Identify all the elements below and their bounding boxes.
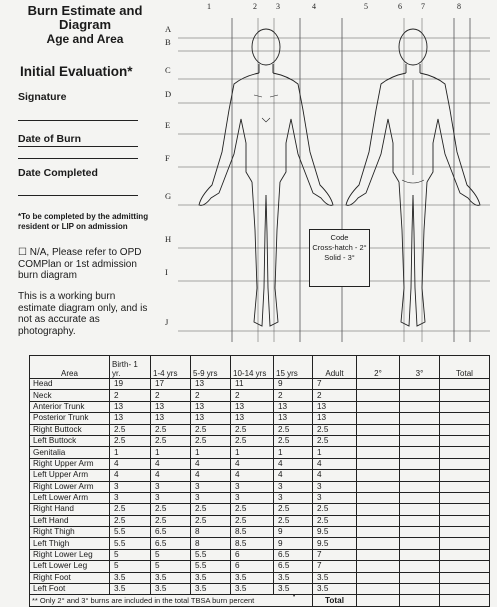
percent-cell: 13 <box>274 413 313 424</box>
area-name-cell: Anterior Trunk <box>30 401 110 412</box>
second-degree-input-cell[interactable] <box>357 549 400 560</box>
percent-cell: 3.5 <box>313 584 357 595</box>
percent-cell: 3 <box>191 481 231 492</box>
total-input-cell[interactable] <box>440 504 490 515</box>
area-name-cell: Left Lower Arm <box>30 492 110 503</box>
table-footer-row <box>30 595 490 606</box>
percent-cell: 19 <box>110 379 151 390</box>
area-name-cell: Neck <box>30 390 110 401</box>
percent-cell: 3.5 <box>110 572 151 583</box>
percent-cell: 6.5 <box>274 561 313 572</box>
table-row <box>30 401 490 412</box>
percent-cell: 2.5 <box>110 515 151 526</box>
percent-cell: 7 <box>313 561 357 572</box>
percent-cell: 2.5 <box>274 504 313 515</box>
percent-cell: 3.5 <box>151 572 191 583</box>
percent-cell: 3.5 <box>231 584 274 595</box>
second-degree-input-cell[interactable] <box>357 561 400 572</box>
percent-cell: 3 <box>231 492 274 503</box>
area-name-cell: Left Buttock <box>30 435 110 446</box>
table-row <box>30 572 490 583</box>
percent-cell: 2.5 <box>110 424 151 435</box>
row-label-b: B <box>165 37 171 47</box>
area-name-cell: Left Foot <box>30 584 110 595</box>
percent-cell: 2 <box>231 390 274 401</box>
third-degree-input-cell[interactable] <box>400 390 440 401</box>
page-mark: • <box>293 594 296 600</box>
third-degree-input-cell[interactable] <box>400 470 440 481</box>
percent-cell: 6 <box>231 549 274 560</box>
percent-cell: 2.5 <box>151 504 191 515</box>
second-degree-input-cell[interactable] <box>357 401 400 412</box>
column-header: 5-9 yrs <box>191 356 231 379</box>
row-label-c: C <box>165 65 171 75</box>
column-label-3: 3 <box>276 2 280 11</box>
percent-cell: 13 <box>191 413 231 424</box>
percent-cell: 5.5 <box>191 549 231 560</box>
total-input-cell[interactable] <box>440 424 490 435</box>
code-legend-solid: Solid - 3° <box>324 253 355 262</box>
table-row <box>30 538 490 549</box>
date-completed-label: Date Completed <box>18 167 98 179</box>
percent-cell: 5 <box>151 561 191 572</box>
area-name-cell: Left Hand <box>30 515 110 526</box>
table-row <box>30 561 490 572</box>
column-labels <box>207 2 461 11</box>
area-name-cell: Left Thigh <box>30 538 110 549</box>
percent-cell: 13 <box>151 413 191 424</box>
percent-cell: 8.5 <box>231 538 274 549</box>
percent-cell: 13 <box>110 413 151 424</box>
second-degree-input-cell[interactable] <box>357 424 400 435</box>
percent-cell: 2.5 <box>313 504 357 515</box>
total-input-cell[interactable] <box>440 572 490 583</box>
column-header: 2° <box>357 356 400 379</box>
percent-cell: 9 <box>274 538 313 549</box>
percent-cell: 3.5 <box>151 584 191 595</box>
code-legend-box <box>309 229 370 287</box>
percent-cell: 2.5 <box>313 424 357 435</box>
percent-cell: 1 <box>110 447 151 458</box>
second-degree-input-cell[interactable] <box>357 504 400 515</box>
grand-total-cell[interactable] <box>440 595 490 606</box>
table-header-row <box>30 356 490 379</box>
second-degree-input-cell[interactable] <box>357 584 400 595</box>
footer-total-label: Total <box>313 595 357 606</box>
row-label-i: I <box>165 267 168 277</box>
total-input-cell[interactable] <box>440 470 490 481</box>
area-name-cell: Left Upper Arm <box>30 470 110 481</box>
percent-cell: 3 <box>274 481 313 492</box>
percent-cell: 4 <box>110 458 151 469</box>
percent-cell: 4 <box>231 470 274 481</box>
tbsa-footnote: ** Only 2° and 3° burns are included in the total TBSA burn percent <box>30 595 313 606</box>
percent-cell: 5 <box>110 549 151 560</box>
column-header: Birth- 1 yr. <box>110 356 151 379</box>
total-2nd-degree-cell[interactable] <box>357 595 400 606</box>
na-note-text: N/A, Please refer to OPD COMPlan or 1st admission burn diagram <box>18 247 142 281</box>
area-name-cell: Right Thigh <box>30 527 110 538</box>
column-label-7: 7 <box>421 2 425 11</box>
total-input-cell[interactable] <box>440 390 490 401</box>
second-degree-input-cell[interactable] <box>357 435 400 446</box>
title-line-3: Age and Area <box>46 32 124 46</box>
total-input-cell[interactable] <box>440 435 490 446</box>
column-header: Adult <box>313 356 357 379</box>
percent-cell: 6.5 <box>151 527 191 538</box>
third-degree-input-cell[interactable] <box>400 447 440 458</box>
third-degree-input-cell[interactable] <box>400 584 440 595</box>
third-degree-input-cell[interactable] <box>400 435 440 446</box>
third-degree-input-cell[interactable] <box>400 413 440 424</box>
second-degree-input-cell[interactable] <box>357 379 400 390</box>
percent-cell: 3.5 <box>110 584 151 595</box>
percent-cell: 6 <box>231 561 274 572</box>
total-input-cell[interactable] <box>440 584 490 595</box>
percent-cell: 1 <box>274 447 313 458</box>
percent-cell: 1 <box>231 447 274 458</box>
percent-cell: 3 <box>110 492 151 503</box>
third-degree-input-cell[interactable] <box>400 527 440 538</box>
total-input-cell[interactable] <box>440 379 490 390</box>
total-input-cell[interactable] <box>440 401 490 412</box>
total-input-cell[interactable] <box>440 538 490 549</box>
column-header: 3° <box>400 356 440 379</box>
percent-cell: 4 <box>191 458 231 469</box>
third-degree-input-cell[interactable] <box>400 572 440 583</box>
title-line-2: Diagram <box>58 17 112 32</box>
area-name-cell: Head <box>30 379 110 390</box>
row-label-f: F <box>165 153 170 163</box>
third-degree-input-cell[interactable] <box>400 538 440 549</box>
column-label-5: 5 <box>364 2 368 11</box>
percent-cell: 3 <box>313 492 357 503</box>
percent-cell: 8 <box>191 527 231 538</box>
table-row <box>30 390 490 401</box>
third-degree-input-cell[interactable] <box>400 424 440 435</box>
column-label-6: 6 <box>398 2 402 11</box>
third-degree-input-cell[interactable] <box>400 379 440 390</box>
percent-cell: 2.5 <box>313 515 357 526</box>
row-labels <box>165 24 172 327</box>
percent-cell: 3 <box>274 492 313 503</box>
table-row <box>30 515 490 526</box>
na-checkbox[interactable]: ☐ <box>18 247 27 258</box>
percent-cell: 2.5 <box>151 424 191 435</box>
percent-cell: 5.5 <box>110 538 151 549</box>
percent-cell: 2.5 <box>274 424 313 435</box>
second-degree-input-cell[interactable] <box>357 572 400 583</box>
table-row <box>30 379 490 390</box>
diagram-grid <box>178 18 490 342</box>
third-degree-input-cell[interactable] <box>400 504 440 515</box>
percent-cell: 13 <box>191 401 231 412</box>
percent-cell: 11 <box>231 379 274 390</box>
percent-cell: 1 <box>191 447 231 458</box>
area-name-cell: Genitalia <box>30 447 110 458</box>
table-row <box>30 492 490 503</box>
percent-cell: 2.5 <box>191 424 231 435</box>
percent-cell: 4 <box>313 458 357 469</box>
percent-cell: 13 <box>110 401 151 412</box>
percent-cell: 7 <box>313 549 357 560</box>
total-input-cell[interactable] <box>440 413 490 424</box>
table-row <box>30 470 490 481</box>
percent-cell: 2 <box>191 390 231 401</box>
percent-cell: 2 <box>313 390 357 401</box>
percent-cell: 4 <box>231 458 274 469</box>
percent-cell: 1 <box>313 447 357 458</box>
total-input-cell[interactable] <box>440 549 490 560</box>
percent-cell: 4 <box>151 458 191 469</box>
percent-cell: 2.5 <box>191 435 231 446</box>
second-degree-input-cell[interactable] <box>357 481 400 492</box>
percent-cell: 4 <box>274 470 313 481</box>
percent-cell: 2.5 <box>191 515 231 526</box>
total-input-cell[interactable] <box>440 447 490 458</box>
table-row <box>30 549 490 560</box>
column-label-8: 8 <box>457 2 461 11</box>
table-row <box>30 447 490 458</box>
percent-cell: 4 <box>313 470 357 481</box>
percent-cell: 3.5 <box>231 572 274 583</box>
percent-cell: 13 <box>313 413 357 424</box>
percent-cell: 8.5 <box>231 527 274 538</box>
working-diagram-note: This is a working burn estimate diagram only, and is not as accurate as photography. <box>18 291 148 337</box>
percent-cell: 13 <box>231 401 274 412</box>
third-degree-input-cell[interactable] <box>400 481 440 492</box>
table-row <box>30 413 490 424</box>
date-of-burn-label: Date of Burn <box>18 133 81 145</box>
total-input-cell[interactable] <box>440 492 490 503</box>
area-name-cell: Right Lower Arm <box>30 481 110 492</box>
third-degree-input-cell[interactable] <box>400 561 440 572</box>
burn-percentage-table <box>29 355 490 607</box>
table-row <box>30 424 490 435</box>
total-input-cell[interactable] <box>440 458 490 469</box>
row-label-e: E <box>165 120 171 130</box>
column-label-2: 2 <box>253 2 257 11</box>
percent-cell: 8 <box>191 538 231 549</box>
percent-cell: 6.5 <box>274 549 313 560</box>
total-input-cell[interactable] <box>440 527 490 538</box>
table-row <box>30 435 490 446</box>
percent-cell: 17 <box>151 379 191 390</box>
third-degree-input-cell[interactable] <box>400 492 440 503</box>
percent-cell: 2.5 <box>231 424 274 435</box>
initial-evaluation-heading: Initial Evaluation* <box>20 64 133 79</box>
column-header: Area <box>30 356 110 379</box>
column-header: 10-14 yrs <box>231 356 274 379</box>
column-header: 1-4 yrs <box>151 356 191 379</box>
percent-cell: 1 <box>151 447 191 458</box>
second-degree-input-cell[interactable] <box>357 458 400 469</box>
signature-label: Signature <box>18 91 67 103</box>
row-label-d: D <box>165 89 172 99</box>
percent-cell: 4 <box>110 470 151 481</box>
percent-cell: 9 <box>274 379 313 390</box>
percent-cell: 5.5 <box>110 527 151 538</box>
percent-cell: 13 <box>274 401 313 412</box>
percent-cell: 3.5 <box>274 572 313 583</box>
percent-cell: 2.5 <box>231 515 274 526</box>
percent-cell: 3.5 <box>191 584 231 595</box>
third-degree-input-cell[interactable] <box>400 458 440 469</box>
percent-cell: 2.5 <box>231 435 274 446</box>
total-input-cell[interactable] <box>440 481 490 492</box>
percent-cell: 3 <box>313 481 357 492</box>
percent-cell: 5 <box>151 549 191 560</box>
second-degree-input-cell[interactable] <box>357 447 400 458</box>
column-label-1: 1 <box>207 2 211 11</box>
percent-cell: 4 <box>191 470 231 481</box>
total-3rd-degree-cell[interactable] <box>400 595 440 606</box>
title-line-1: Burn Estimate and <box>27 3 143 18</box>
percent-cell: 2.5 <box>313 435 357 446</box>
area-name-cell: Right Foot <box>30 572 110 583</box>
second-degree-input-cell[interactable] <box>357 492 400 503</box>
percent-cell: 2.5 <box>110 435 151 446</box>
table-row <box>30 584 490 595</box>
second-degree-input-cell[interactable] <box>357 515 400 526</box>
percent-cell: 4 <box>274 458 313 469</box>
area-name-cell: Left Lower Leg <box>30 561 110 572</box>
code-legend-cross-hatch: Cross-hatch - 2° <box>312 243 367 252</box>
percent-cell: 9.5 <box>313 538 357 549</box>
percent-cell: 2.5 <box>274 435 313 446</box>
percent-cell: 3.5 <box>313 572 357 583</box>
back-head <box>399 29 427 65</box>
percent-cell: 13 <box>313 401 357 412</box>
percent-cell: 3.5 <box>191 572 231 583</box>
percent-cell: 13 <box>191 379 231 390</box>
percent-cell: 6.5 <box>151 538 191 549</box>
percent-cell: 5.5 <box>191 561 231 572</box>
percent-cell: 3.5 <box>274 584 313 595</box>
row-label-j: J <box>165 317 169 327</box>
third-degree-input-cell[interactable] <box>400 549 440 560</box>
third-degree-input-cell[interactable] <box>400 401 440 412</box>
percent-cell: 9 <box>274 527 313 538</box>
percent-cell: 3 <box>151 492 191 503</box>
row-label-h: H <box>165 234 172 244</box>
area-name-cell: Right Hand <box>30 504 110 515</box>
percent-cell: 7 <box>313 379 357 390</box>
area-name-cell: Posterior Trunk <box>30 413 110 424</box>
area-name-cell: Right Lower Leg <box>30 549 110 560</box>
front-head <box>252 29 280 65</box>
second-degree-input-cell[interactable] <box>357 413 400 424</box>
total-input-cell[interactable] <box>440 515 490 526</box>
percent-cell: 2.5 <box>151 515 191 526</box>
second-degree-input-cell[interactable] <box>357 470 400 481</box>
percent-cell: 3 <box>110 481 151 492</box>
percent-cell: 5 <box>110 561 151 572</box>
completion-note: *To be completed by the admitting resident or LIP on admission <box>18 212 149 231</box>
percent-cell: 3 <box>191 492 231 503</box>
percent-cell: 2.5 <box>151 435 191 446</box>
percent-cell: 2.5 <box>274 515 313 526</box>
area-name-cell: Right Buttock <box>30 424 110 435</box>
row-label-a: A <box>165 24 172 34</box>
area-name-cell: Right Upper Arm <box>30 458 110 469</box>
percent-cell: 2 <box>274 390 313 401</box>
percent-cell: 2 <box>151 390 191 401</box>
percent-cell: 2.5 <box>231 504 274 515</box>
column-header: Total <box>440 356 490 379</box>
table-row <box>30 481 490 492</box>
second-degree-input-cell[interactable] <box>357 390 400 401</box>
percent-cell: 2.5 <box>191 504 231 515</box>
percent-cell: 13 <box>231 413 274 424</box>
column-header: 15 yrs <box>274 356 313 379</box>
percent-cell: 2 <box>110 390 151 401</box>
code-legend-title: Code <box>330 233 349 242</box>
second-degree-input-cell[interactable] <box>357 527 400 538</box>
percent-cell: 2.5 <box>110 504 151 515</box>
percent-cell: 4 <box>151 470 191 481</box>
percent-cell: 9.5 <box>313 527 357 538</box>
table-row <box>30 504 490 515</box>
column-label-4: 4 <box>312 2 316 11</box>
percent-cell: 3 <box>151 481 191 492</box>
percent-cell: 13 <box>151 401 191 412</box>
table-row <box>30 458 490 469</box>
percent-cell: 3 <box>231 481 274 492</box>
third-degree-input-cell[interactable] <box>400 515 440 526</box>
second-degree-input-cell[interactable] <box>357 538 400 549</box>
table-row <box>30 527 490 538</box>
row-label-g: G <box>165 191 172 201</box>
total-input-cell[interactable] <box>440 561 490 572</box>
